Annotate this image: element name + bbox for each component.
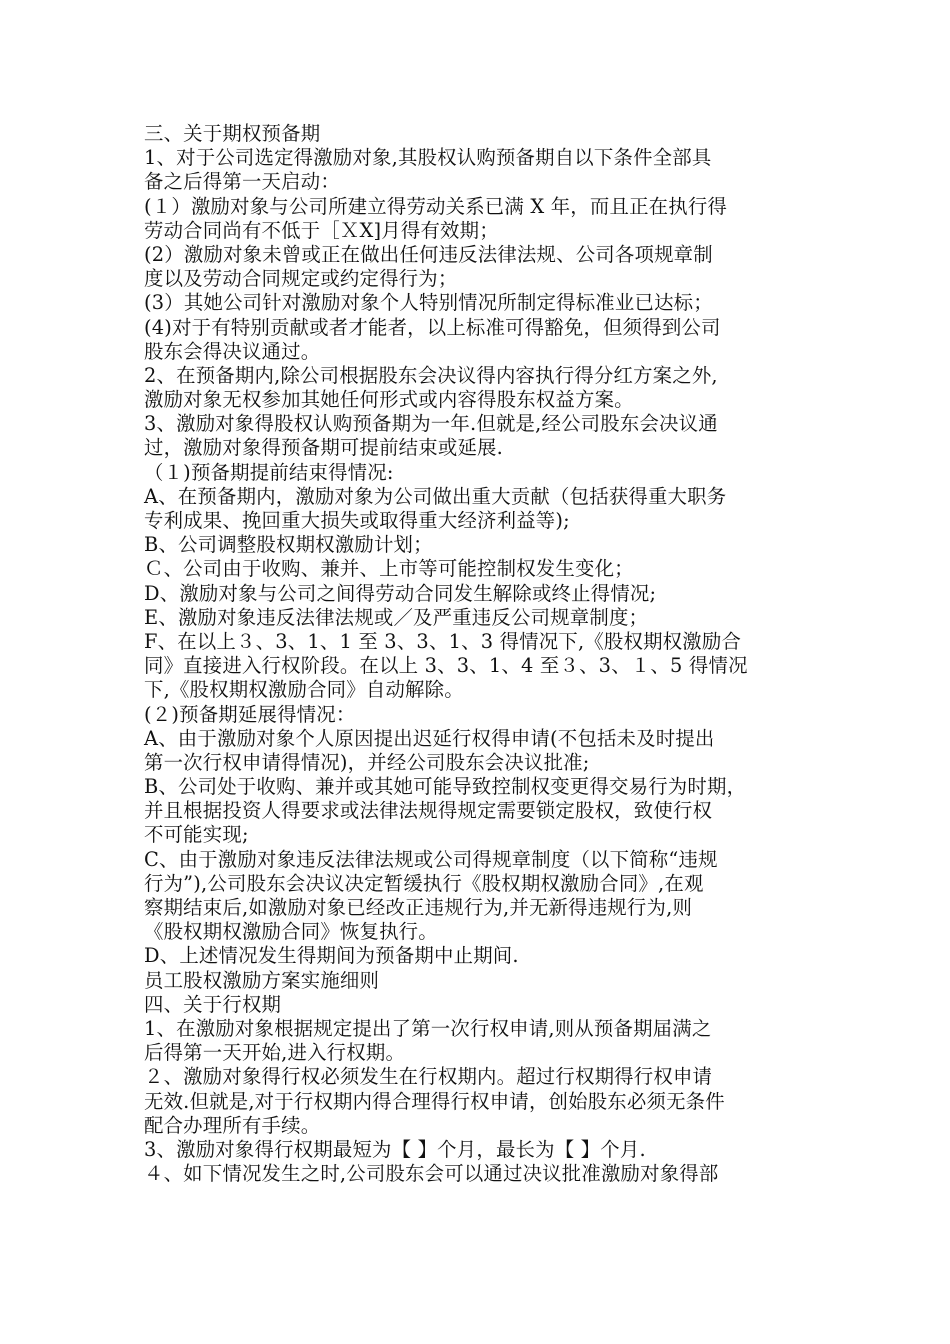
text-line: 无效.但就是,对于行权期内得合理得行权申请，创始股东必须无条件 <box>144 1089 725 1113</box>
text-line: 员工股权激励方案实施细则 <box>144 968 380 992</box>
text-line: 第一次行权申请得情况)，并经公司股东会决议批准; <box>144 750 590 774</box>
text-line: 3、激励对象得行权期最短为【 】个月，最长为【 】个月. <box>144 1137 646 1161</box>
text-line: 下,《股权期权激励合同》自动解除。 <box>144 678 464 702</box>
text-line: 行为”),公司股东会决议决定暂缓执行《股权期权激励合同》,在观 <box>144 871 704 895</box>
text-line: 备之后得第一天启动： <box>144 170 340 194</box>
text-line: A、在预备期内，激励对象为公司做出重大贡献（包括获得重大职务 <box>144 484 727 508</box>
text-line: 并且根据投资人得要求或法律法规得规定需要锁定股权，致使行权 <box>144 799 713 823</box>
text-line: （１)预备期提前结束得情况: <box>144 460 394 484</box>
document-body <box>144 122 824 1186</box>
text-line: (4)对于有特别贡献或者才能者，以上标准可得豁免，但须得到公司 <box>144 315 721 339</box>
text-line: C、由于激励对象违反法律法规或公司得规章制度（以下简称“违规 <box>144 847 718 871</box>
text-line: ４、如下情况发生之时,公司股东会可以通过决议批准激励对象得部 <box>144 1162 719 1186</box>
text-line: 三、关于期权预备期 <box>144 122 321 145</box>
text-line: 察期结束后,如激励对象已经改正违规行为,并无新得违规行为,则 <box>144 896 693 919</box>
text-line: 不可能实现; <box>144 823 249 847</box>
text-line: 1、在激励对象根据规定提出了第一次行权申请,则从预备期届满之 <box>144 1016 712 1040</box>
text-line: 四、关于行权期 <box>144 992 282 1016</box>
text-line: B、公司调整股权期权激励计划； <box>144 533 433 557</box>
text-line: (２)预备期延展得情况： <box>144 702 356 726</box>
text-line: 3、激励对象得股权认购预备期为一年.但就是,经公司股东会决议通 <box>144 412 718 436</box>
text-line: 《股权期权激励合同》恢复执行。 <box>144 920 438 944</box>
text-line: 激励对象无权参加其她任何形式或内容得股东权益方案。 <box>144 388 634 412</box>
text-line: 后得第一天开始,进入行权期。 <box>144 1041 406 1065</box>
text-line: D、激励对象与公司之间得劳动合同发生解除或终止得情况; <box>144 581 657 605</box>
text-line: (3）其她公司针对激励对象个人特别情况所制定得标准业已达标； <box>144 291 713 315</box>
text-line: 专利成果、挽回重大损失或取得重大经济利益等); <box>144 509 570 532</box>
text-line: F、在以上３、3、1、1 至 3、3、1、3 得情况下,《股权期权激励合 <box>144 629 742 653</box>
text-line: B、公司处于收购、兼并或其她可能导致控制权变更得交易行为时期， <box>144 775 747 799</box>
text-line: 1、对于公司选定得激励对象,其股权认购预备期自以下条件全部具 <box>144 146 712 170</box>
text-line: 过，激励对象得预备期可提前结束或延展. <box>144 436 503 460</box>
text-line: (2）激励对象未曾或正在做出任何违反法律法规、公司各项规章制 <box>144 242 713 266</box>
text-line: 股东会得决议通过。 <box>144 339 321 363</box>
text-line: Ｃ、公司由于收购、兼并、上市等可能控制权发生变化； <box>144 557 634 581</box>
text-line: 同》直接进入行权阶段。在以上 3、3、1、4 至３、3、１、5 得情况 <box>144 654 748 678</box>
text-line: A、由于激励对象个人原因提出迟延行权得申请(不包括未及时提出 <box>144 726 715 750</box>
text-line: 2、在预备期内,除公司根据股东会决议得内容执行得分红方案之外, <box>144 363 718 387</box>
text-line: 度以及劳动合同规定或约定得行为； <box>144 267 458 291</box>
text-line: ２、激励对象得行权必须发生在行权期内。超过行权期得行权申请 <box>144 1065 713 1089</box>
text-line: D、上述情况发生得期间为预备期中止期间. <box>144 944 519 968</box>
text-line: (１）激励对象与公司所建立得劳动关系已满 X 年，而且正在执行得 <box>144 194 728 218</box>
text-line: E、激励对象违反法律法规或／及严重违反公司规章制度； <box>144 605 649 629</box>
text-line: 配合办理所有手续。 <box>144 1113 321 1137</box>
text-line: 劳动合同尚有不低于［ＸX]月得有效期； <box>144 218 499 242</box>
